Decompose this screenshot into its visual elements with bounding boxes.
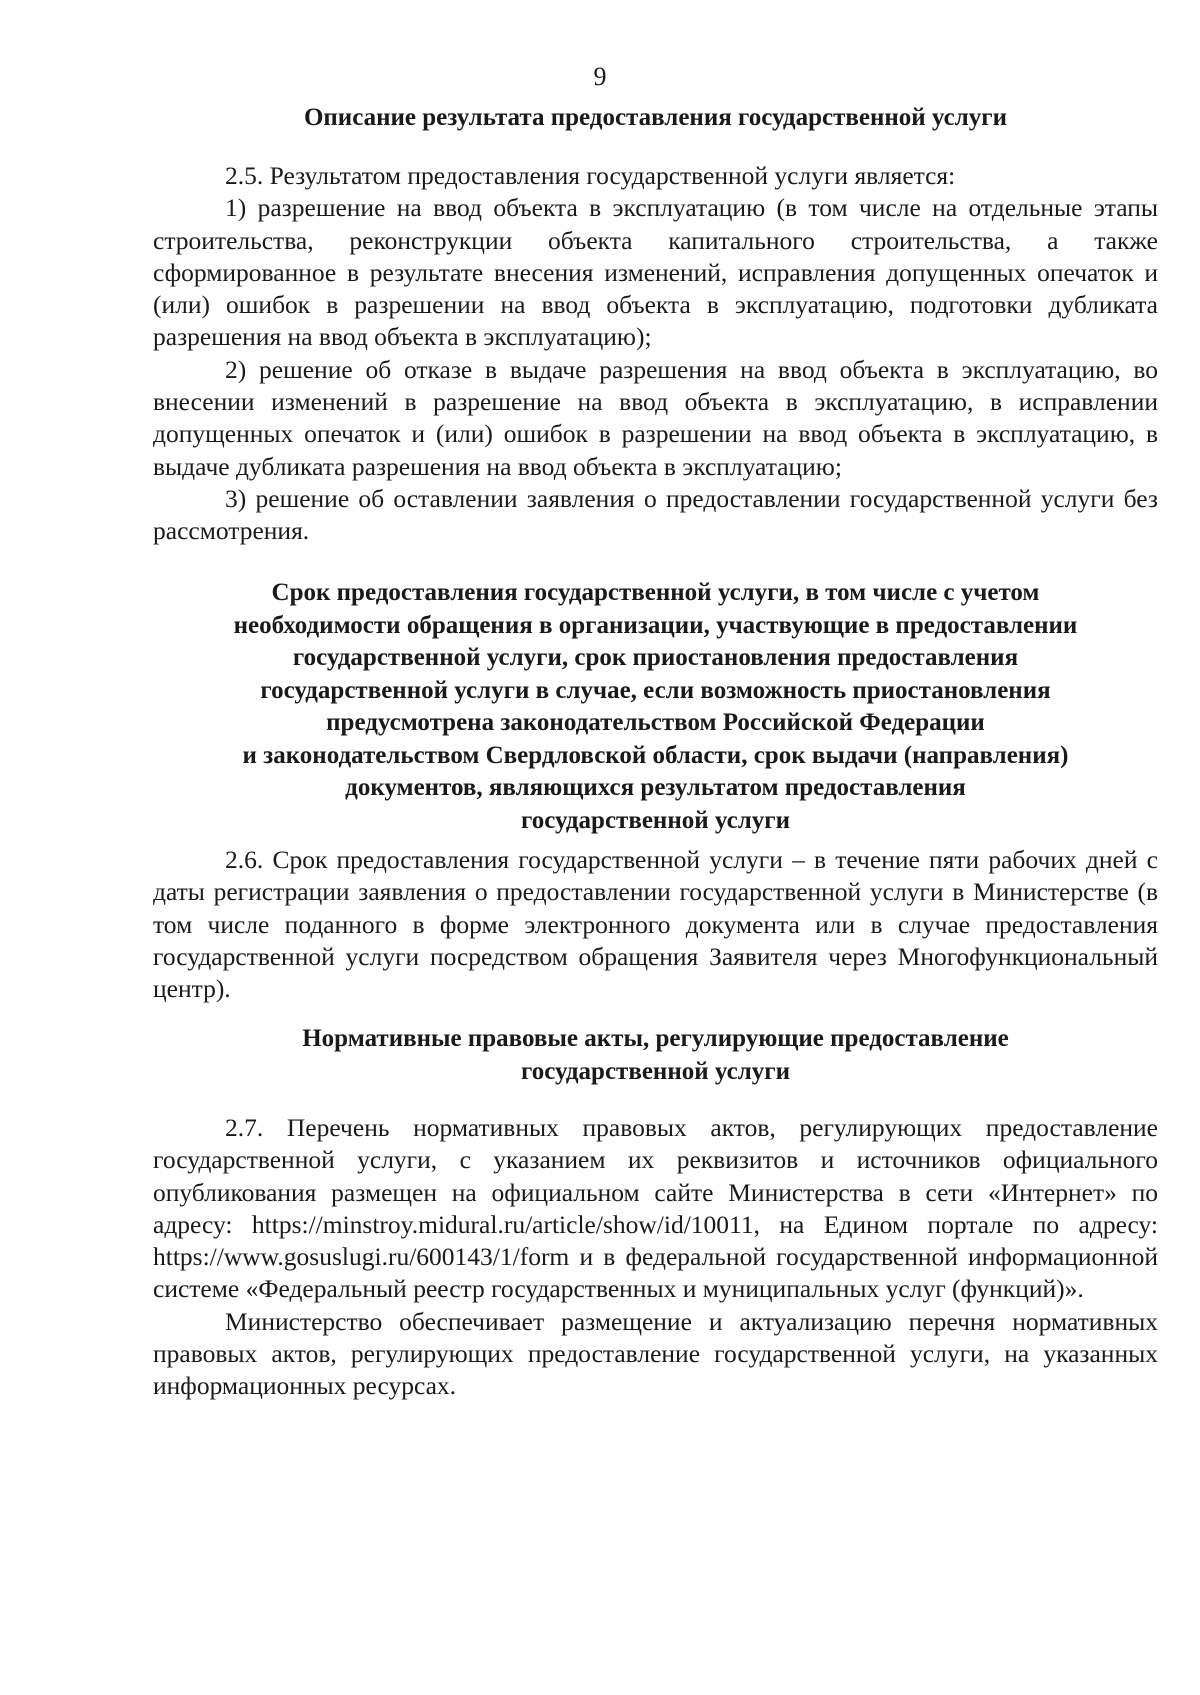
paragraph-2-6: 2.6. Срок предоставления государственной услуги – в течение пяти рабочих дней с даты регистрации заявления о предоставлении государственной услуги в Министерстве (в том числе поданного в форме электронного документа или в случае предоставления государственной услуги посредством обращения Заявителя через Многофункциональный центр). [153, 845, 1158, 1004]
paragraph-2-7-text-start: 2.7. Перечень нормативных правовых актов, регулирующих предоставление государственной услуги, с указанием их реквизитов и источников официального опубликования размещен на официальном сайте Министерства в сети «Интернет» по адресу: [153, 1113, 1158, 1239]
section-heading-result: Описание результата предоставления государственной услуги [303, 104, 1008, 131]
paragraph-2-7 [153, 1112, 1158, 1306]
section-legal-body [153, 1112, 1158, 1403]
page-number: 9 [593, 62, 607, 91]
section-legal-acts [153, 1023, 1158, 1088]
section-result-description [153, 102, 1158, 135]
section-heading-term-line-7: документов, являющихся результатом предоставления [345, 774, 966, 801]
section-heading-legal-line-2: государственной услуги [520, 1057, 791, 1085]
paragraph-ministry-obligation: Министерство обеспечивает размещение и актуализацию перечня нормативных правовых актов, регулирующих предоставление государственной услуги, на указанных информационных ресурсах. [153, 1306, 1158, 1401]
paragraph-2-7-text-end: и в федеральной государственной информационной системе «Федеральный реестр государственных и муниципальных услуг (функций)». [153, 1242, 1158, 1304]
paragraph-2-5-intro: 2.5. Результатом предоставления государственной услуги является: [225, 161, 956, 190]
section-result-body [153, 160, 1158, 548]
section-heading-term-line-8: государственной услуги [520, 806, 791, 834]
gosuslugi-link[interactable]: https://www.gosuslugi.ru/600143/1/form [153, 1242, 570, 1272]
section-heading-term-line-3: государственной услуги, срок приостановления предоставления [292, 644, 1019, 671]
section-heading-term-line-6: и законодательством Свердловской области, срок выдачи (направления) [242, 741, 1069, 769]
section-term-body [153, 844, 1158, 1005]
section-heading-term-line-4: государственной услуги в случае, если возможность приостановления [260, 676, 1051, 704]
minstroy-link[interactable]: https://minstroy.midural.ru/article/show/id/10011 [251, 1209, 754, 1239]
list-item-3: 3) решение об оставлении заявления о предоставлении государственной услуги без рассмотрения. [153, 483, 1158, 546]
list-item-2: 2) решение об отказе в выдаче разрешения на ввод объекта в эксплуатацию, во внесении изменений в разрешение на ввод объекта в эксплуатацию, в исправлении допущенных опечаток и (или) ошибок в разрешении на ввод объекта в эксплуатацию, в выдаче дубликата разрешения на ввод объекта в эксплуатацию; [153, 354, 1158, 481]
section-heading-legal-line-1: Нормативные правовые акты, регулирующие предоставление [302, 1025, 1009, 1052]
section-heading-term-line-5: предусмотрена законодательством Российской Федерации [326, 709, 985, 736]
section-service-term [153, 577, 1158, 837]
list-item-1: 1) разрешение на ввод объекта в эксплуатацию (в том числе на отдельные этапы строительства, реконструкции объекта капитального строительства, а также сформированное в результате внесения изменений, исправления допущенных опечаток и (или) ошибок в разрешении на ввод объекта в эксплуатацию, подготовки дубликата разрешения на ввод объекта в эксплуатацию); [153, 193, 1158, 352]
section-heading-term-line-2: необходимости обращения в организации, участвующие в предоставлении [233, 611, 1078, 639]
section-heading-term-line-1: Срок предоставления государственной услуги, в том числе с учетом [271, 579, 1040, 606]
paragraph-2-7-text-middle: , на Едином портале по адресу: [753, 1209, 1158, 1239]
